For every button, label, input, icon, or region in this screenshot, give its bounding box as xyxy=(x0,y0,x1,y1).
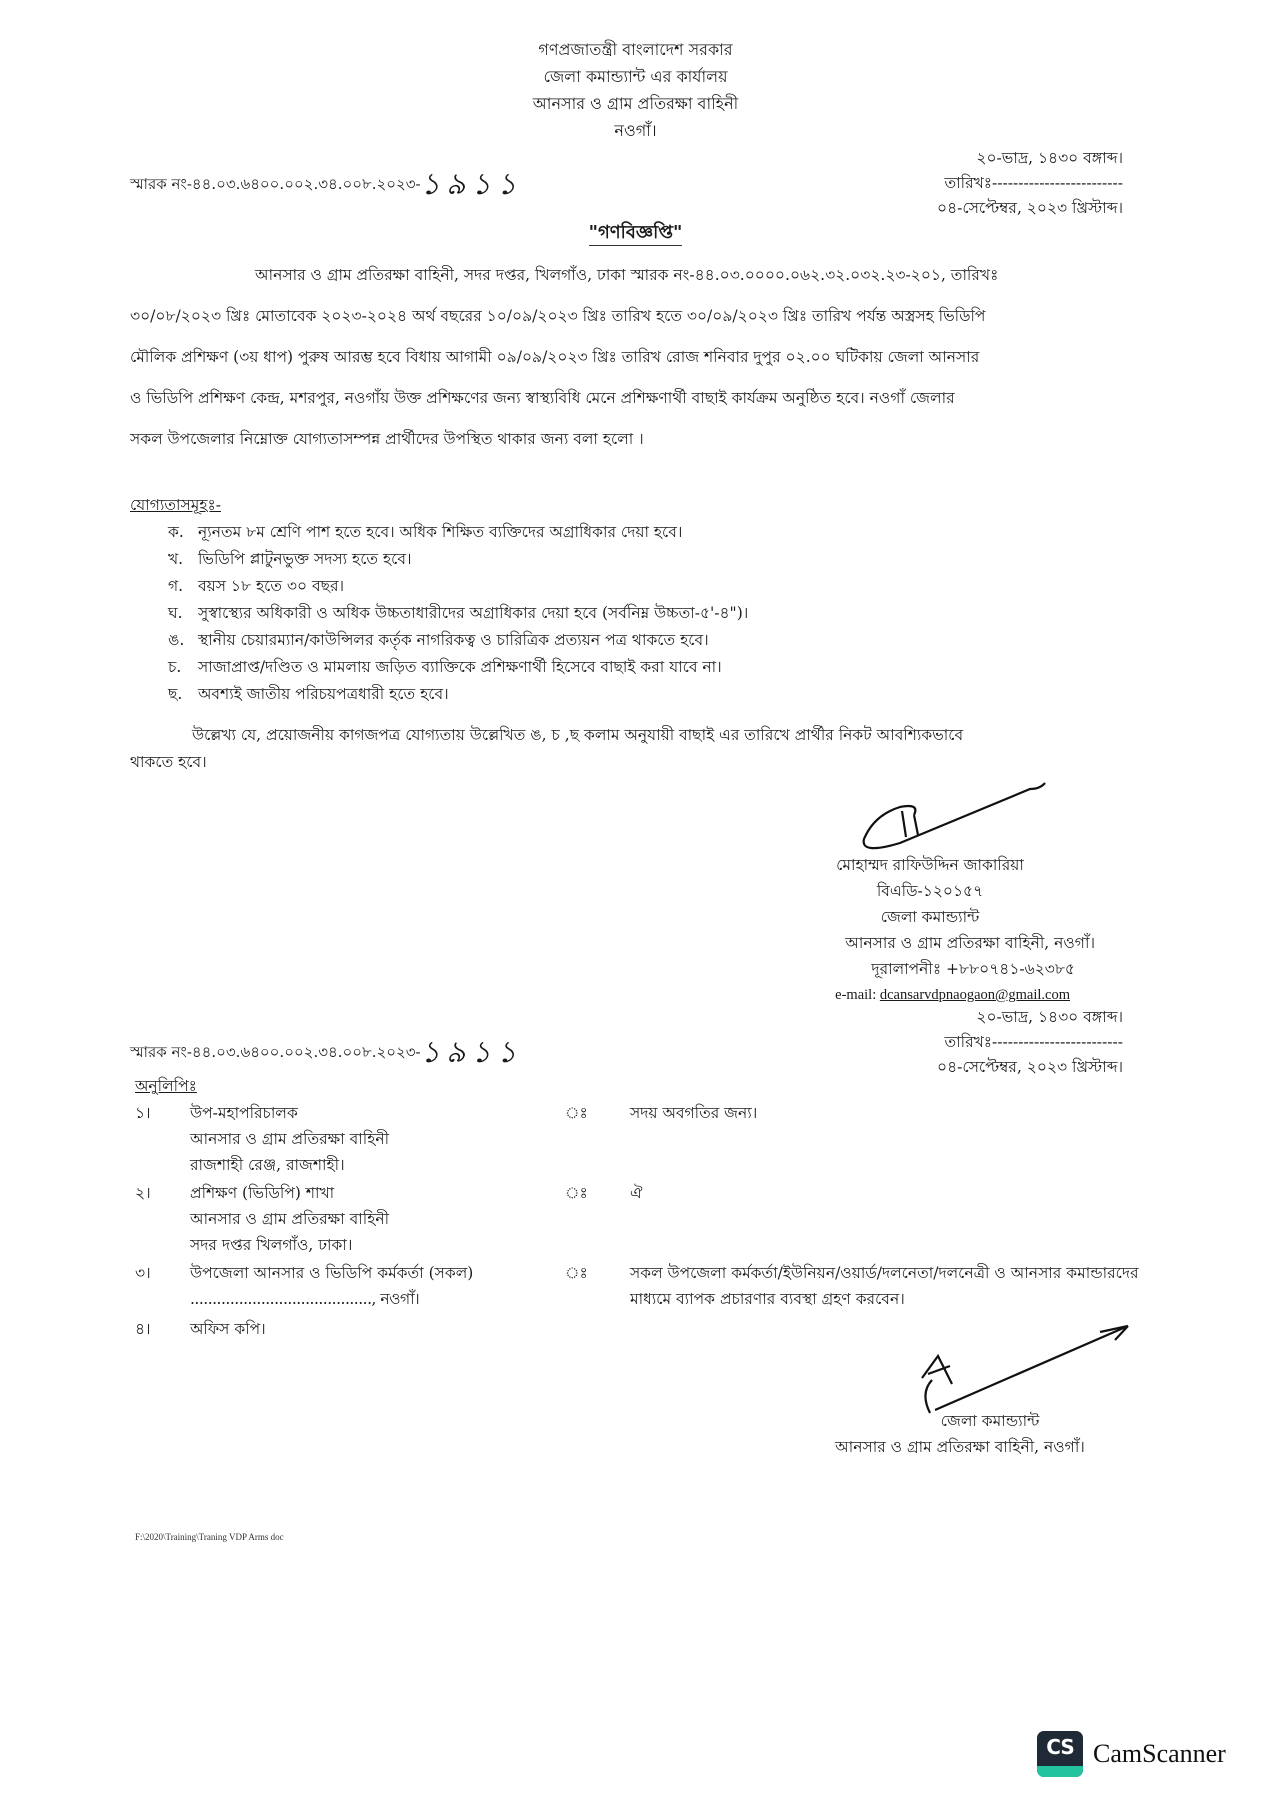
copy-line: অফিস কপি। xyxy=(190,1320,266,1338)
qualification-item xyxy=(168,627,1130,654)
item-marker: ঘ. xyxy=(168,604,183,622)
signatory-designation: জেলা কমান্ড্যান্ট xyxy=(880,908,980,926)
copy-item xyxy=(135,1180,1135,1260)
copy-line: আনসার ও গ্রাম প্রতিরক্ষা বাহিনী xyxy=(190,1130,390,1148)
header-organization: আনসার ও গ্রাম প্রতিরক্ষা বাহিনী xyxy=(532,94,739,113)
signature-mark xyxy=(840,775,1060,855)
item-marker: চ. xyxy=(168,658,182,676)
copy-item xyxy=(135,1100,1135,1180)
item-text: সাজাপ্রাপ্ত/দণ্ডিত ও মামলায় জড়িত ব্যাক্তিকে প্রশিক্ষণার্থী হিসেবে বাছাই করা যাবে না। xyxy=(198,658,722,676)
signatory-org: আনসার ও গ্রাম প্রতিরক্ষা বাহিনী, নওগাঁ। xyxy=(845,934,1095,952)
memo-ref-number: স্মারক নং-৪৪.০৩.৬৪০০.০০২.৩৪.০০৮.২০২৩- xyxy=(130,1043,421,1061)
copies-heading: অনুলিপিঃ xyxy=(135,1077,197,1095)
qualifications-section xyxy=(130,492,1130,708)
item-marker: খ. xyxy=(168,550,184,568)
item-text: বয়স ১৮ হতে ৩০ বছর। xyxy=(198,577,345,595)
header-district: নওগাঁ। xyxy=(614,121,657,140)
camscanner-name: CamScanner xyxy=(1093,1739,1226,1768)
memo-ref-handwritten: ১৯১১ xyxy=(420,1035,523,1070)
notice-body xyxy=(130,255,1130,460)
body-line: সকল উপজেলার নিম্নোক্ত যোগ্যতাসম্পন্ন প্রার্থীদের উপস্থিত থাকার জন্য বলা হলো । xyxy=(130,430,644,448)
copy-line: সদর দপ্তর খিলগাঁও, ঢাকা। xyxy=(190,1236,353,1254)
item-text: সুস্বাস্থ্যের অধিকারী ও অধিক উচ্চতাধারীদের অগ্রাধিকার দেয়া হবে (সর্বনিম্ন উচ্চতা-৫'-৪")। xyxy=(198,604,749,622)
copy-line: আনসার ও গ্রাম প্রতিরক্ষা বাহিনী xyxy=(190,1210,390,1228)
note-line: উল্লেখ্য যে, প্রয়োজনীয় কাগজপত্র যোগ্যতায় উল্লেখিত ঙ, চ ,ছ কলাম অনুযায়ী বাছাই এর তারিখে প্রার্থীর নিকট আবশ্যিকভাবে xyxy=(192,726,964,744)
copy-remark: ঐ xyxy=(630,1184,643,1202)
signatory-org: আনসার ও গ্রাম প্রতিরক্ষা বাহিনী, নওগাঁ। xyxy=(835,1438,1085,1456)
qualification-item xyxy=(168,600,1130,627)
copy-colon: ঃ xyxy=(565,1104,588,1122)
copy-line: উপজেলা আনসার ও ভিডিপি কর্মকর্তা (সকল) xyxy=(190,1264,474,1282)
item-text: ভিডিপি প্লাটুনভুক্ত সদস্য হতে হবে। xyxy=(198,550,412,568)
note-paragraph xyxy=(130,722,1130,776)
note-line: থাকতে হবে। xyxy=(130,753,207,771)
email-label: e-mail: xyxy=(835,987,877,1003)
signatory-name: মোহাম্মদ রাফিউদ্দিন জাকারিয়া xyxy=(836,856,1024,874)
memo-date-block-2 xyxy=(937,1005,1123,1080)
item-marker: গ. xyxy=(168,577,184,595)
copy-colon: ঃ xyxy=(565,1264,588,1282)
copy-line: প্রশিক্ষণ (ভিডিপি) শাখা xyxy=(190,1184,335,1202)
notice-title xyxy=(0,218,1271,249)
copy-number: ৩। xyxy=(135,1264,151,1282)
body-line: মৌলিক প্রশিক্ষণ (৩য় ধাপ) পুরুষ আরম্ভ হবে বিধায় আগামী ০৯/০৯/২০২৩ খ্রিঃ তারিখ রোজ শনিবার দুপুর ০২.০০ ঘটিকায় জেলা আনসার xyxy=(130,348,980,366)
qualification-item xyxy=(168,681,1130,708)
signatory-id: বিএডি-১২০১৫৭ xyxy=(876,882,984,900)
signatory-designation: জেলা কমান্ড্যান্ট xyxy=(940,1412,1040,1430)
qualifications-heading: যোগ্যতাসমূহঃ- xyxy=(130,496,221,514)
item-text: ন্যূনতম ৮ম শ্রেণি পাশ হতে হবে। অধিক শিক্ষিত ব্যক্তিদের অগ্রাধিকার দেয়া হবে। xyxy=(198,523,683,541)
date-english: ০৪-সেপ্টেম্বর, ২০২৩ খ্রিস্টাব্দ। xyxy=(937,199,1123,217)
copy-number: ২। xyxy=(135,1184,151,1202)
office-header xyxy=(0,36,1271,144)
copy-item xyxy=(135,1260,1139,1316)
copy-line: রাজশাহী রেঞ্জ, রাজশাহী। xyxy=(190,1156,345,1174)
copy-number: ৪। xyxy=(135,1320,151,1338)
header-government: গণপ্রজাতন্ত্রী বাংলাদেশ সরকার xyxy=(538,40,733,59)
copy-line: ........................................., নওগাঁ। xyxy=(190,1290,420,1308)
body-line: ও ভিডিপি প্রশিক্ষণ কেন্দ্র, মশরপুর, নওগাঁয় উক্ত প্রশিক্ষণের জন্য স্বাস্থ্যবিধি মেনে প্রশিক্ষণার্থী বাছাই কার্যক্রম অনুষ্ঠিত হবে। নওগাঁ জেলার xyxy=(130,389,955,407)
body-line: ৩০/০৮/২০২৩ খ্রিঃ মোতাবেক ২০২৩-২০২৪ অর্থ বছরের ১০/০৯/২০২৩ খ্রিঃ তারিখ হতে ৩০/০৯/২০২৩ খ্রিঃ তারিখ পর্যন্ত অস্ত্রসহ ভিডিপি xyxy=(130,307,986,325)
copy-remark: সদয় অবগতির জন্য। xyxy=(630,1104,758,1122)
body-line: আনসার ও গ্রাম প্রতিরক্ষা বাহিনী, সদর দপ্তর, খিলগাঁও, ঢাকা স্মারক নং-৪৪.০৩.০০০০.০৬২.৩২.০৩২.২৩-২০১, তারিখঃ xyxy=(255,266,999,284)
qualification-item xyxy=(168,654,1130,681)
memo-reference-2 xyxy=(130,1028,522,1079)
signature-mark-2 xyxy=(900,1318,1140,1418)
copy-number: ১। xyxy=(135,1104,151,1122)
date-bangla: ২০-ভাদ্র, ১৪৩০ বঙ্গাব্দ। xyxy=(976,1008,1123,1026)
camscanner-watermark xyxy=(1037,1731,1226,1777)
camscanner-logo-icon: CS xyxy=(1037,1731,1083,1777)
qualification-item xyxy=(168,546,1130,573)
item-marker: ক. xyxy=(168,523,184,541)
file-path: F:\2020\Training\Traning VDP Arms doc xyxy=(135,1532,284,1542)
memo-ref-number: স্মারক নং-৪৪.০৩.৬৪০০.০০২.৩৪.০০৮.২০২৩- xyxy=(130,175,421,193)
copy-colon: ঃ xyxy=(565,1184,588,1202)
date-label: তারিখঃ------------------------- xyxy=(944,174,1123,192)
qualification-item xyxy=(168,519,1130,546)
notice-title-text: "গণবিজ্ঞপ্তি" xyxy=(589,222,683,246)
item-marker: ঙ. xyxy=(168,631,185,649)
signatory-phone: দূরালাপনীঃ +৮৮০৭৪১-৬২৩৮৫ xyxy=(871,960,1075,978)
date-english: ০৪-সেপ্টেম্বর, ২০২৩ খ্রিস্টাব্দ। xyxy=(937,1058,1123,1076)
email-link[interactable]: dcansarvdpnaogaon@gmail.com xyxy=(879,987,1070,1003)
signatory-block-2 xyxy=(790,1408,1130,1460)
date-label: তারিখঃ------------------------- xyxy=(944,1033,1123,1051)
header-office: জেলা কমান্ড্যান্ট এর কার্যালয় xyxy=(543,67,728,86)
item-marker: ছ. xyxy=(168,685,183,703)
item-text: স্থানীয় চেয়ারম্যান/কাউন্সিলর কর্তৃক নাগরিকত্ব ও চারিত্রিক প্রত্যয়ন পত্র থাকতে হবে। xyxy=(198,631,709,649)
item-text: অবশ্যই জাতীয় পরিচয়পত্রধারী হতে হবে। xyxy=(198,685,449,703)
copy-remark: সকল উপজেলা কর্মকর্তা/ইউনিয়ন/ওয়ার্ড/দলনেতা/দলনেত্রী ও আনসার কমান্ডারদের মাধ্যমে ব্যাপক প্রচারণার ব্যবস্থা গ্রহণ করবেন। xyxy=(630,1264,1139,1308)
memo-reference xyxy=(130,160,522,211)
signatory-block xyxy=(740,852,1120,1008)
copy-line: উপ-মহাপরিচালক xyxy=(190,1104,298,1122)
date-bangla: ২০-ভাদ্র, ১৪৩০ বঙ্গাব্দ। xyxy=(976,149,1123,167)
memo-date-block xyxy=(937,146,1123,221)
qualification-item xyxy=(168,573,1130,600)
memo-ref-handwritten: ১৯১১ xyxy=(420,167,523,202)
